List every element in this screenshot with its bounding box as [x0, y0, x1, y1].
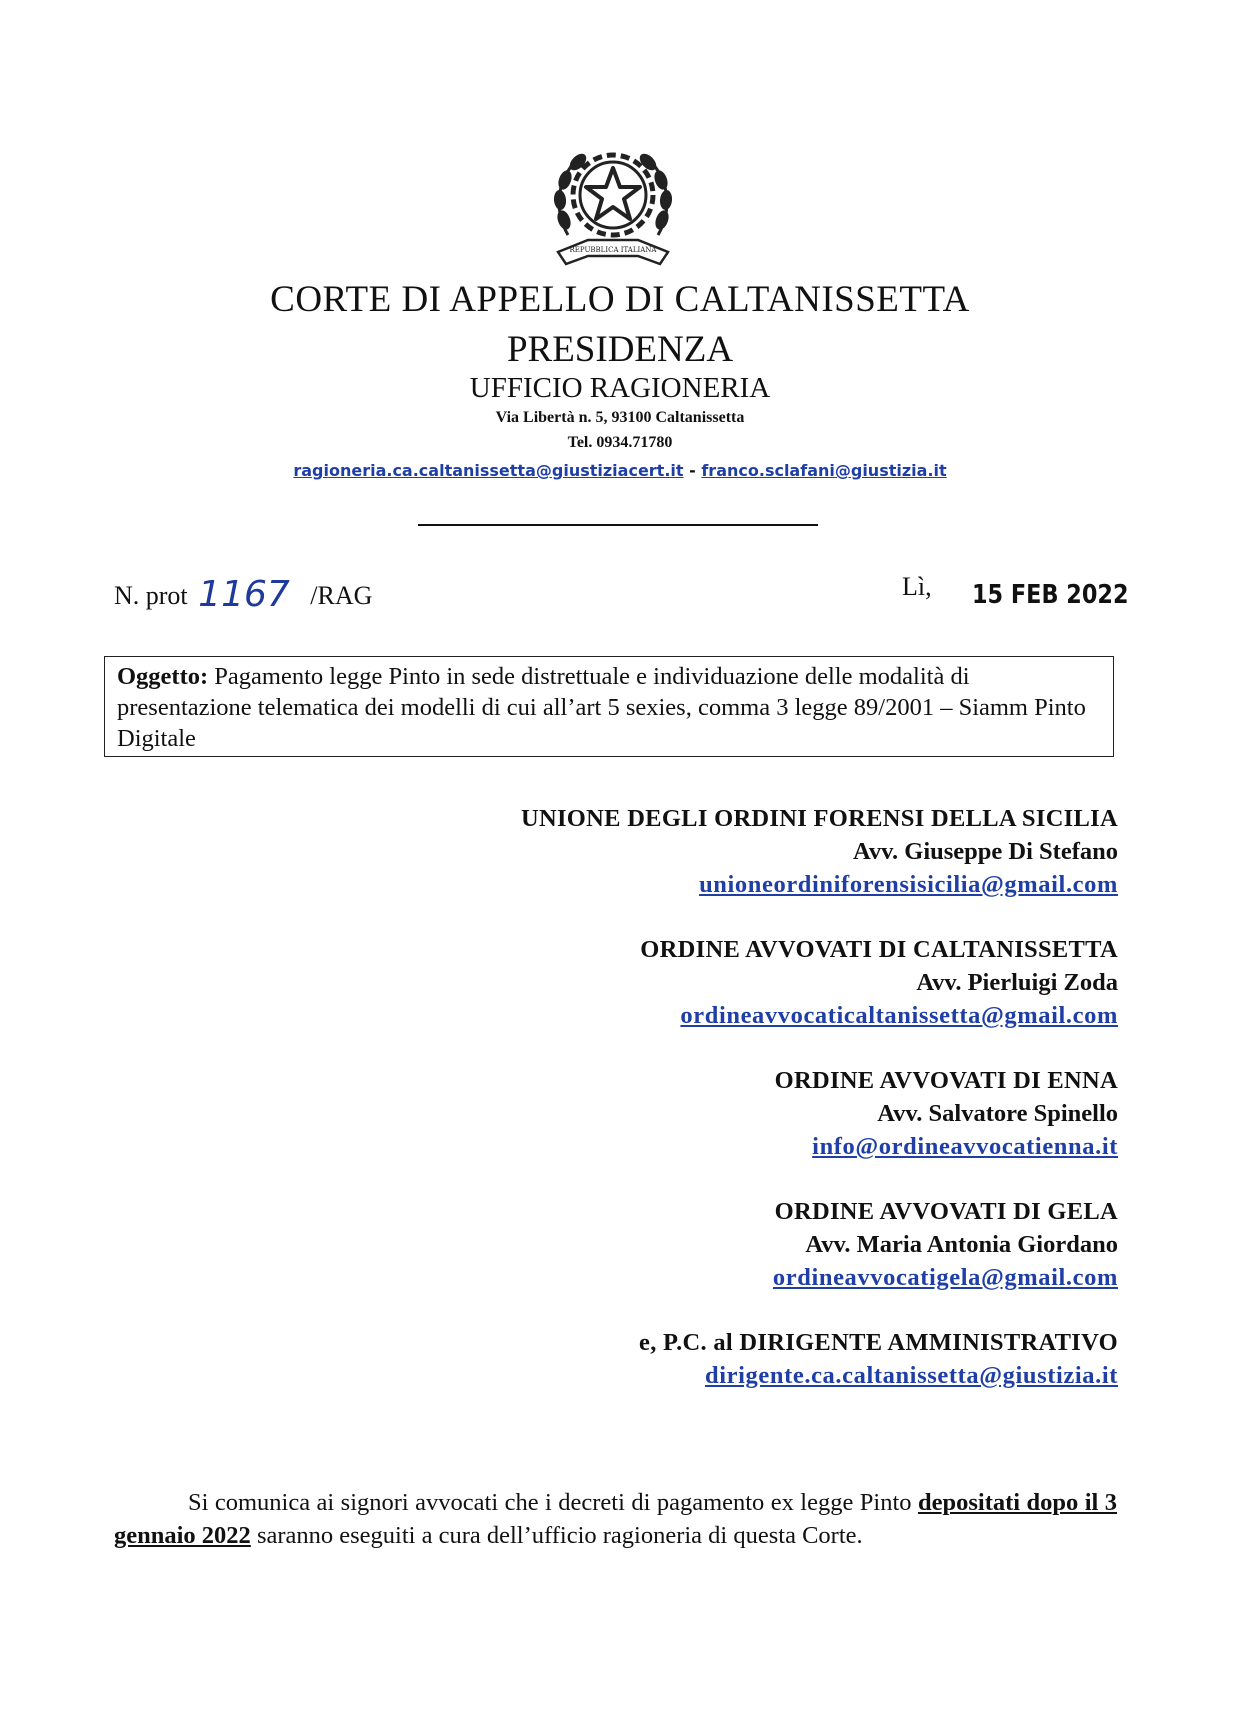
subject-label: Oggetto:	[117, 663, 209, 690]
recipient-name: Avv. Pierluigi Zoda	[916, 969, 1118, 996]
body-text-underlined: depositati dopo il 3 gennaio 2022	[114, 1489, 1117, 1549]
recipient-org: ORDINE AVVOVATI DI CALTANISSETTA	[640, 936, 1118, 963]
presidency-title: PRESIDENZA	[506, 329, 734, 370]
place-label: Lì,	[902, 572, 932, 601]
recipient-name: Avv. Maria Antonia Giordano	[805, 1231, 1118, 1258]
recipient-email-link[interactable]: dirigente.ca.caltanissetta@giustizia.it	[705, 1362, 1118, 1389]
recipient-org: ORDINE AVVOVATI DI GELA	[774, 1198, 1118, 1225]
header-divider	[418, 524, 818, 526]
body-text-part2: saranno eseguiti a cura dell’ufficio ragioneria di questa Corte.	[256, 1522, 863, 1549]
recipient-block	[521, 933, 1118, 1032]
recipient-block	[521, 802, 1118, 901]
date-stamp: 15 FEB 2022	[972, 580, 1129, 610]
office-phone: Tel. 0934.71780	[567, 434, 673, 451]
email-link-sclafani[interactable]: franco.sclafani@giustizia.it	[701, 461, 947, 480]
protocol-suffix: /RAG	[310, 581, 373, 610]
recipient-email-link[interactable]: info@ordineavvocatienna.it	[812, 1133, 1118, 1160]
body-paragraph	[114, 1486, 1117, 1552]
recipients-list	[521, 802, 1118, 1424]
recipient-block	[521, 1195, 1118, 1294]
recipient-block	[521, 1064, 1118, 1163]
recipient-email-link[interactable]: unioneordiniforensisicilia@gmail.com	[699, 871, 1118, 898]
email-link-ragioneria[interactable]: ragioneria.ca.caltanissetta@giustiziacert.it	[293, 461, 684, 480]
recipient-block-cc	[521, 1326, 1118, 1392]
email-separator: -	[689, 461, 696, 480]
body-text-part1: Si comunica ai signori avvocati che i decreti di pagamento ex legge Pinto	[188, 1489, 912, 1516]
office-address: Via Libertà n. 5, 93100 Caltanissetta	[495, 409, 745, 426]
recipient-name: Avv. Giuseppe Di Stefano	[853, 838, 1118, 865]
protocol-number-handwritten: 1167	[198, 574, 290, 615]
office-title: UFFICIO RAGIONERIA	[469, 372, 771, 404]
protocol-prefix: N. prot	[114, 581, 188, 610]
emblem-ribbon-text: REPUBBLICA ITALIANA	[569, 246, 657, 254]
subject-box	[104, 656, 1114, 757]
recipient-org: e, P.C. al DIRIGENTE AMMINISTRATIVO	[639, 1329, 1118, 1356]
recipient-email-link[interactable]: ordineavvocaticaltanissetta@gmail.com	[680, 1002, 1118, 1029]
recipient-name: Avv. Salvatore Spinello	[877, 1100, 1118, 1127]
protocol-line	[114, 572, 372, 613]
office-emails	[0, 461, 1240, 480]
court-name: CORTE DI APPELLO DI CALTANISSETTA	[270, 279, 970, 320]
subject-text: Pagamento legge Pinto in sede distrettuale e individuazione delle modalità di presentazione telematica dei modelli di cui all’art 5 sexies, comma 3 legge 89/2001 – Siamm Pinto Digitale	[117, 663, 1086, 752]
recipient-email-link[interactable]: ordineavvocatigela@gmail.com	[772, 1264, 1118, 1291]
recipient-org: UNIONE DEGLI ORDINI FORENSI DELLA SICILIA	[520, 805, 1118, 832]
recipient-org: ORDINE AVVOVATI DI ENNA	[774, 1067, 1118, 1094]
italian-republic-emblem-icon	[548, 140, 678, 275]
